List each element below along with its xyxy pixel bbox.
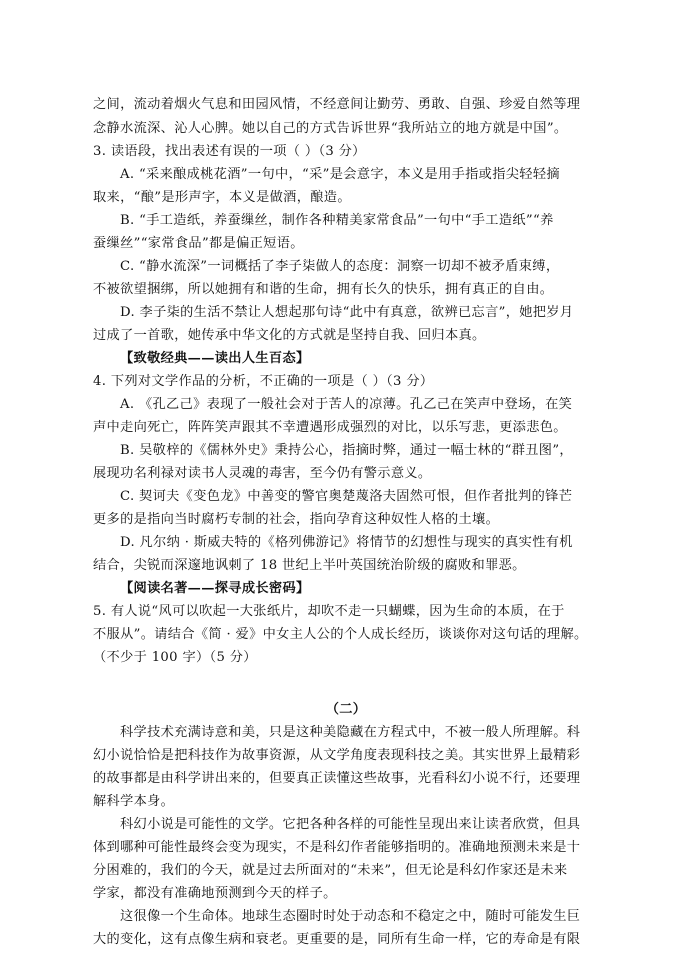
question-4-option-b: B. 吴敬梓的《儒林外史》秉持公心，指摘时弊，通过一幅士林的“群丑图”， xyxy=(120,443,573,458)
question-3-option-c: C. “静水流深”一词概括了李子柒做人的态度：洞察一切却不被矛盾束缚， xyxy=(120,259,560,274)
question-3-option-b-cont: 蚕缫丝”“家常食品”都是偏正短语。 xyxy=(93,236,304,251)
intro-line-2: 念静水流深、沁人心脾。她以自己的方式告诉世界“我所站立的地方就是中国”。 xyxy=(93,121,568,136)
question-4-option-a-cont: 声中走向死亡，阵阵笑声跟其不幸遭遇形成强烈的对比，以乐写悲，更添悲色。 xyxy=(93,420,567,435)
question-4-option-c-cont: 更多的是指向当时腐朽专制的社会，指向孕育这种奴性人格的土壤。 xyxy=(93,512,500,527)
intro-line-1: 之间，流动着烟火气息和田园风情，不经意间让勤劳、勇敢、自强、珍爱自然等理 xyxy=(93,97,581,112)
question-3-option-a: A. “采来酿成桃花酒”一句中，“采”是会意字，本义是用手指或指尖轻轻摘 xyxy=(120,167,560,182)
paragraph-2-line-1: 科幻小说是可能性的文学。它把各种各样的可能性呈现出来让读者欣赏，但具 xyxy=(120,817,581,832)
paragraph-1-line-1: 科学技术充满诗意和美，只是这种美隐藏在方程式中，不被一般人所理解。科 xyxy=(120,725,581,740)
question-3-option-a-cont: 取来，“酿”是形声字，本义是做酒，酿造。 xyxy=(93,190,351,205)
paragraph-1-line-4: 解科学本身。 xyxy=(93,794,175,809)
question-5-line-1: 5. 有人说“风可以吹起一大张纸片，却吹不走一只蝴蝶，因为生命的本质，在于 xyxy=(93,604,565,619)
question-5-line-2: 不服从”。请结合《简 · 爱》中女主人公的个人成长经历，谈谈你对这句话的理解。 xyxy=(93,627,588,642)
section-heading-classic: 【致敬经典——读出人生百态】 xyxy=(120,351,310,366)
section-heading-masterpiece: 【阅读名著——探寻成长密码】 xyxy=(120,581,310,596)
question-4-option-d: D. 凡尔纳 · 斯威夫特的《格列佛游记》将情节的幻想性与现实的真实性有机 xyxy=(120,535,573,550)
paragraph-1-line-2: 幻小说恰恰是把科技作为故事资源，从文学角度表现科技之美。其实世界上最精彩 xyxy=(93,748,581,763)
paragraph-1-line-3: 的故事都是由科学讲出来的，但要真正读懂这些故事，光看科幻小说不行，还要理 xyxy=(93,771,581,786)
question-3-option-d-cont: 过成了一首歌，她传承中华文化的方式就是坚持自我、回归本真。 xyxy=(93,328,486,343)
question-3-option-c-cont: 不被欲望捆绑，所以她拥有和谐的生命，拥有长久的快乐，拥有真正的自由。 xyxy=(93,282,554,297)
paragraph-2-line-2: 体到哪种可能性最终会变为现实，不是科幻作者能够指明的。准确地预测未来是十 xyxy=(93,840,581,855)
question-4-option-b-cont: 展现功名利禄对读书人灵魂的毒害，至今仍有警示意义。 xyxy=(93,466,432,481)
paragraph-3-line-2: 大的变化，这有点像生病和衰老。更重要的是，同所有生命一样，它的寿命是有限 xyxy=(93,932,581,947)
paragraph-2-line-3: 分困难的，我们的今天，就是过去所面对的“未来”，但无论是科幻作家还是未来 xyxy=(93,863,568,878)
question-3-option-d: D. 李子柒的生活不禁让人想起那句诗“此中有真意，欲辨已忘言”，她把岁月 xyxy=(120,305,574,320)
part-two-heading: （二） xyxy=(325,702,367,717)
paragraph-3-line-1: 这很像一个生命体。地球生态圈时时处于动态和不稳定之中，随时可能发生巨 xyxy=(120,909,581,924)
question-3-stem: 3. 读语段，找出表述有误的一项（ ）（3 分） xyxy=(93,144,366,159)
question-5-line-3: （不少于 100 字）（5 分） xyxy=(93,650,257,665)
question-4-option-c: C. 契诃夫《变色龙》中善变的警官奥楚蔑洛夫固然可恨，但作者批判的锋芒 xyxy=(120,489,573,504)
question-3-option-b: B. “手工造纸，养蚕缫丝，制作各种精美家常食品”一句中“手工造纸”“养 xyxy=(120,213,554,228)
paragraph-2-line-4: 学家，都没有准确地预测到今天的样子。 xyxy=(93,886,337,901)
question-4-option-d-cont: 结合，尖锐而深邃地讽刺了 18 世纪上半叶英国统治阶级的腐败和罪恶。 xyxy=(93,558,526,573)
question-4-option-a: A. 《孔乙己》表现了一般社会对于苦人的凉薄。孔乙己在笑声中登场，在笑 xyxy=(120,397,573,412)
question-4-stem: 4. 下列对文学作品的分析，不正确的一项是（ ）（3 分） xyxy=(93,374,434,389)
